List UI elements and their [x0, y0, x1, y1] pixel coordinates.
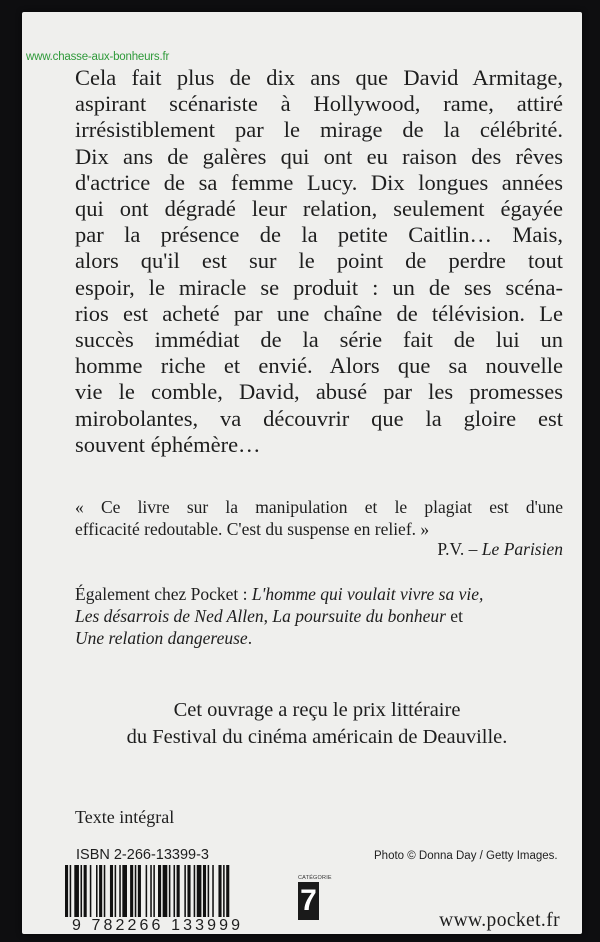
related-title: La poursuite du bonheur	[272, 606, 446, 626]
synopsis	[75, 65, 563, 458]
edition-note: Texte intégral	[75, 807, 175, 827]
category-number: 7	[298, 882, 319, 920]
related-title: Les désarrois de Ned Allen	[75, 606, 264, 626]
synopsis-line: Dix ans de galères qui ont eu raison des rêves	[75, 143, 563, 169]
synopsis-line: aspirant scénariste à Hollywood, rame, attiré	[75, 91, 563, 117]
isbn: ISBN 2-266-13399-3	[76, 847, 209, 863]
watermark: www.chasse-aux-bonheurs.fr	[26, 51, 170, 63]
also-by-author: Également chez Pocket : L'homme qui voulait vivre sa vie, Les désarrois de Ned Allen, La poursuite du bonheur et Une relation dangereuse.	[75, 584, 484, 648]
synopsis-line: mirobolantes, va découvrir que la gloire est	[75, 405, 563, 431]
synopsis-line: d'actrice de sa femme Lucy. Dix longues années	[75, 169, 563, 195]
synopsis-line: qui ont dégradé leur relation, seulement égayée	[75, 196, 563, 222]
synopsis-line: homme riche et envié. Alors que sa nouvelle	[75, 353, 563, 379]
prize-line: du Festival du cinéma américain de Deauville.	[126, 726, 508, 748]
prize-line: Cet ouvrage a reçu le prix littéraire	[173, 699, 461, 721]
quote-line: efficacité redoutable. C'est du suspense en relief. »	[75, 519, 430, 539]
synopsis-line: rios est acheté par une chaîne de télévision. Le	[75, 300, 563, 326]
publisher-website: www.pocket.fr	[439, 910, 560, 931]
barcode	[63, 865, 278, 917]
synopsis-line: souvent éphémère…	[75, 431, 261, 457]
synopsis-line: succès immédiat de la série fait de lui un	[75, 327, 563, 353]
back-cover	[22, 12, 582, 934]
synopsis-line: Cela fait plus de dix ans que David Armitage,	[75, 65, 563, 90]
synopsis-line: alors qu'il est sur le point de perdre tout	[75, 248, 563, 274]
also-intro: Également chez Pocket :	[75, 584, 252, 604]
synopsis-line: irrésistiblement par le mirage de la célébrité.	[75, 117, 563, 143]
quote-author: P.V. –	[437, 539, 482, 559]
barcode-digits: 9 782266 133999	[72, 917, 244, 934]
photo-credit: Photo © Donna Day / Getty Images.	[374, 850, 558, 862]
related-title: Une relation dangereuse	[75, 628, 248, 648]
price-category	[298, 874, 332, 922]
category-label: CATÉGORIE	[298, 875, 332, 881]
related-title: L'homme qui voulait vivre sa vie,	[251, 584, 484, 604]
press-quote	[75, 496, 563, 540]
synopsis-line: vie le comble, David, abusé par les promesses	[75, 379, 563, 405]
synopsis-line: par la présence de la petite Caitlin… Mais,	[75, 222, 563, 248]
quote-line: « Ce livre sur la manipulation et le plagiat est d'une	[75, 497, 563, 517]
quote-source: Le Parisien	[481, 539, 563, 559]
synopsis-line: espoir, le miracle se produit : un de ses scéna-	[75, 274, 563, 300]
quote-attribution	[437, 539, 563, 560]
prize-notice	[62, 697, 572, 751]
